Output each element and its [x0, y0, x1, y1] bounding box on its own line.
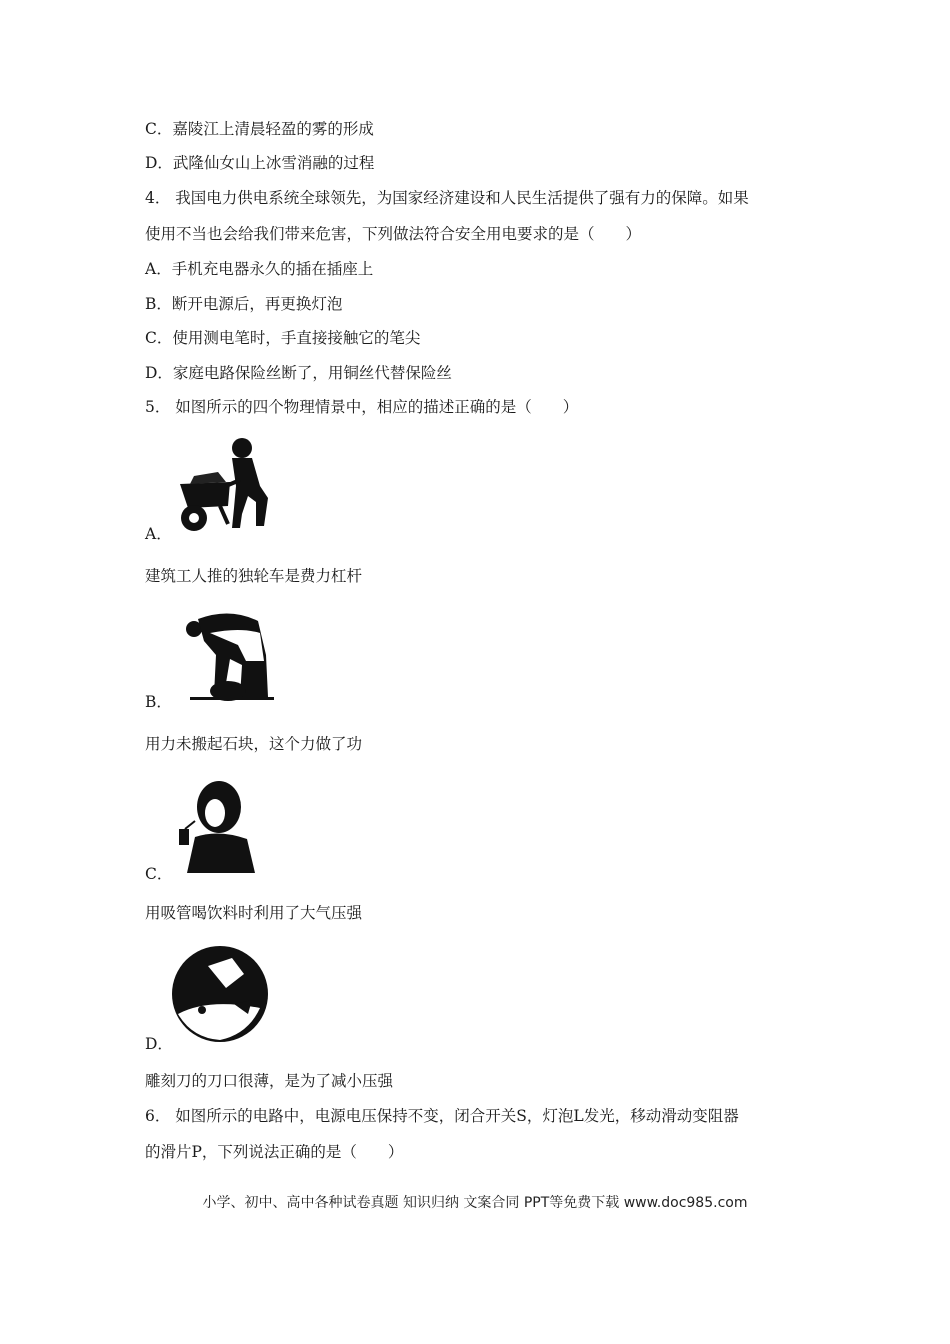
option-3d: D．武隆仙女山上冰雪消融的过程 — [145, 154, 375, 172]
lifting-stone-figure — [180, 605, 280, 705]
option-4d: D．家庭电路保险丝断了，用铜丝代替保险丝 — [145, 364, 452, 382]
question-4-stem-line1: 4． 我国电力供电系统全球领先，为国家经济建设和人民生活提供了强有力的保障。如果 — [145, 189, 749, 207]
option-5d-label: D． — [145, 1035, 173, 1053]
option-5c-text: 用吸管喝饮料时利用了大气压强 — [145, 904, 363, 922]
wheelbarrow-worker-figure — [170, 436, 280, 536]
question-6-stem-line1: 6． 如图所示的电路中，电源电压保持不变，闭合开关S，灯泡L发光，移动滑动变阻器 — [145, 1107, 739, 1125]
option-5b-label: B． — [145, 693, 172, 711]
option-4c: C．使用测电笔时，手直接接触它的笔尖 — [145, 329, 421, 347]
option-5b-text: 用力未搬起石块，这个力做了功 — [145, 735, 363, 753]
question-6-stem-line2: 的滑片P，下列说法正确的是（ ） — [145, 1143, 404, 1161]
option-4b: B．断开电源后，再更换灯泡 — [145, 295, 343, 313]
option-5a-text: 建筑工人推的独轮车是费力杠杆 — [145, 567, 363, 585]
option-5c-label: C． — [145, 865, 173, 883]
option-4a: A．手机充电器永久的插在插座上 — [145, 260, 374, 278]
option-5d-text: 雕刻刀的刀口很薄，是为了减小压强 — [145, 1072, 394, 1090]
drinking-straw-figure — [175, 775, 265, 875]
option-3c: C．嘉陵江上清晨轻盈的雾的形成 — [145, 120, 374, 138]
page-footer: 小学、初中、高中各种试卷真题 知识归纳 文案合同 PPT等免费下载 www.doc985.com — [202, 1195, 748, 1211]
option-5a-label: A． — [145, 525, 172, 543]
carving-knife-figure — [168, 944, 274, 1044]
question-5-stem: 5． 如图所示的四个物理情景中，相应的描述正确的是（ ） — [145, 398, 579, 416]
question-4-stem-line2: 使用不当也会给我们带来危害，下列做法符合安全用电要求的是（ ） — [145, 225, 642, 243]
